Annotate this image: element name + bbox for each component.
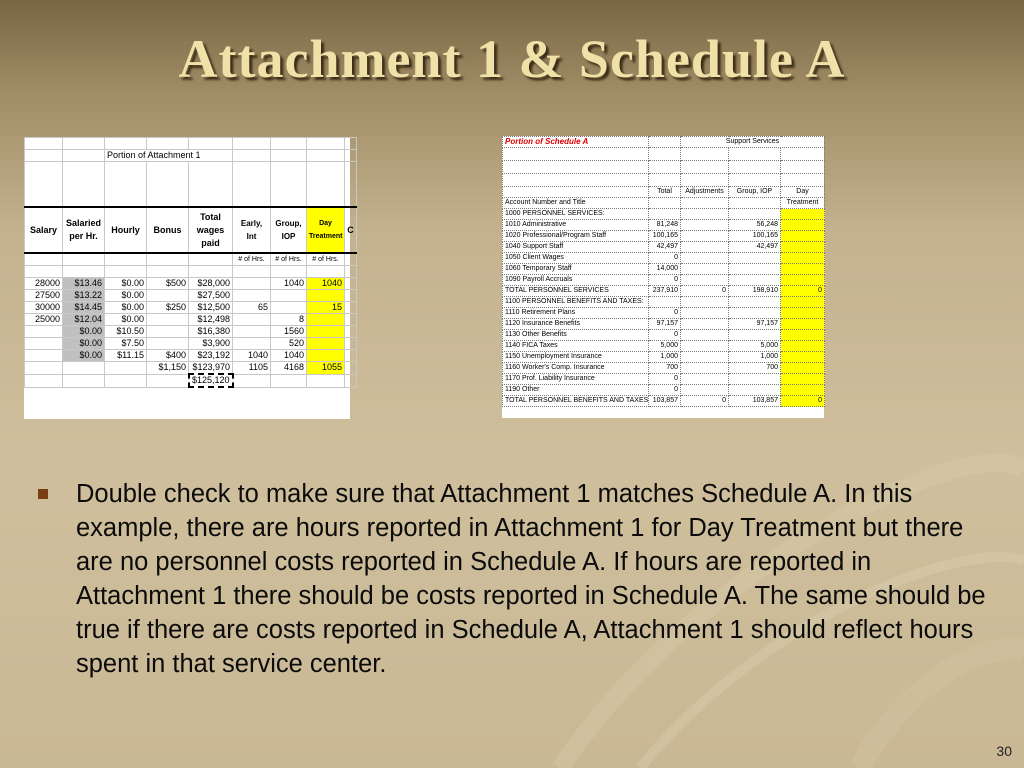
table-cell: $0.00 [63, 338, 105, 350]
table-cell: $27,500 [189, 290, 233, 302]
table-cell: 100,165 [729, 231, 781, 242]
column-header: Total wages paid [189, 207, 233, 253]
table-cell: 1100 PERSONNEL BENEFITS AND TAXES: [503, 297, 649, 308]
support-services-header: Support Services [681, 137, 825, 148]
table-cell: 1040 Support Staff [503, 242, 649, 253]
table-cell [781, 352, 825, 363]
table-cell [233, 326, 271, 338]
table-row [503, 385, 825, 396]
table-row [503, 308, 825, 319]
table-cell: $0.00 [105, 314, 147, 326]
column-header: Early, Int [233, 207, 271, 253]
column-header: Adjustments [681, 187, 729, 198]
slide-title: Attachment 1 & Schedule A [178, 29, 846, 89]
attachment1-caption: Portion of Attachment 1 [105, 150, 233, 162]
table-cell: TOTAL PERSONNEL SERVICES [503, 286, 649, 297]
table-cell: 700 [729, 363, 781, 374]
table-cell: 0 [681, 396, 729, 407]
table-cell [147, 326, 189, 338]
table-cell [271, 302, 307, 314]
column-header: Group, IOP [271, 207, 307, 253]
table-cell [781, 220, 825, 231]
table-row [25, 338, 357, 350]
table-cell: 0 [649, 308, 681, 319]
table-row [25, 350, 357, 362]
table-cell: 100,165 [649, 231, 681, 242]
table-cell: 1090 Payroll Accruals [503, 275, 649, 286]
table-row [503, 319, 825, 330]
table-cell: 1,000 [729, 352, 781, 363]
table-row [503, 209, 825, 220]
table-cell: $12,498 [189, 314, 233, 326]
table-cell [781, 319, 825, 330]
table-cell: 8 [271, 314, 307, 326]
column-header: Group, IOP [729, 187, 781, 198]
table-cell: $0.00 [105, 302, 147, 314]
table-cell [147, 314, 189, 326]
table-cell: 1160 Worker's Comp. Insurance [503, 363, 649, 374]
table-row [503, 352, 825, 363]
table-cell: $12,500 [189, 302, 233, 314]
table-cell: TOTAL PERSONNEL BENEFITS AND TAXES [503, 396, 649, 407]
table-cell [345, 302, 357, 314]
schedule-a-caption: Portion of Schedule A [503, 137, 649, 148]
table-cell: 1040 [233, 350, 271, 362]
table-cell: 5,000 [729, 341, 781, 352]
table-cell: 42,497 [649, 242, 681, 253]
bullet-marker-icon [38, 489, 48, 499]
subheader-cell: # of Hrs. [307, 253, 345, 266]
table-cell: 14,000 [649, 264, 681, 275]
table-cell: 0 [649, 330, 681, 341]
table-cell: 1110 Retirement Plans [503, 308, 649, 319]
table-cell [781, 341, 825, 352]
table-cell [681, 275, 729, 286]
table-row [503, 242, 825, 253]
table-cell [729, 264, 781, 275]
column-header: Total [649, 187, 681, 198]
table-cell [649, 209, 681, 220]
table-cell: 5,000 [649, 341, 681, 352]
table-row [503, 374, 825, 385]
table-cell: 30000 [25, 302, 63, 314]
table-cell: 520 [271, 338, 307, 350]
table-cell [729, 297, 781, 308]
attachment1-grand-total-row [25, 374, 357, 387]
table-row [503, 363, 825, 374]
table-cell: 103,857 [729, 396, 781, 407]
table-cell [233, 314, 271, 326]
table-cell [307, 290, 345, 302]
table-cell: 15 [307, 302, 345, 314]
table-cell: $3,900 [189, 338, 233, 350]
table-cell [781, 242, 825, 253]
table-cell: 1020 Professional/Program Staff [503, 231, 649, 242]
table-row [503, 396, 825, 407]
table-row [503, 253, 825, 264]
column-header: Day Treatment [307, 207, 345, 253]
table-cell [681, 319, 729, 330]
table-cell: 1060 Temporary Staff [503, 264, 649, 275]
table-cell: $23,192 [189, 350, 233, 362]
table-row [25, 314, 357, 326]
schedule-a-header-row [503, 187, 825, 198]
table-cell: 1040 [307, 278, 345, 290]
table-cell [729, 275, 781, 286]
table-cell: 1140 FICA Taxes [503, 341, 649, 352]
table-cell: 0 [781, 396, 825, 407]
table-cell: 0 [681, 286, 729, 297]
schedule-a-table [502, 136, 825, 407]
attachment1-subheader-row [25, 253, 357, 266]
table-cell [681, 220, 729, 231]
table-cell: 1040 [271, 350, 307, 362]
table-cell: 0 [781, 286, 825, 297]
table-cell: $0.00 [63, 350, 105, 362]
table-cell: $10.50 [105, 326, 147, 338]
table-cell [681, 231, 729, 242]
table-cell [147, 290, 189, 302]
table-cell [729, 330, 781, 341]
table-cell: 25000 [25, 314, 63, 326]
table-cell: 81,248 [649, 220, 681, 231]
total-cell: 1105 [233, 362, 271, 375]
bullet-point [36, 477, 996, 681]
total-cell [25, 362, 63, 375]
table-cell [681, 363, 729, 374]
table-row [503, 341, 825, 352]
table-cell [681, 297, 729, 308]
table-cell [781, 308, 825, 319]
table-cell: 0 [649, 253, 681, 264]
table-cell [25, 350, 63, 362]
table-cell: 1170 Prof. Liability Insurance [503, 374, 649, 385]
table-cell [307, 314, 345, 326]
table-cell: 1190 Other [503, 385, 649, 396]
table-cell: $28,000 [189, 278, 233, 290]
grand-total-cell: $125,120 [189, 374, 233, 387]
attachment1-table [24, 137, 357, 388]
table-cell: 42,497 [729, 242, 781, 253]
table-cell: 0 [649, 275, 681, 286]
table-cell: $13.46 [63, 278, 105, 290]
table-cell [345, 326, 357, 338]
table-cell [681, 341, 729, 352]
table-cell: $12.04 [63, 314, 105, 326]
table-row [25, 302, 357, 314]
table-cell [233, 278, 271, 290]
table-row [503, 286, 825, 297]
table-cell [729, 209, 781, 220]
table-cell [781, 231, 825, 242]
total-cell: $123,970 [189, 362, 233, 375]
table-cell: $400 [147, 350, 189, 362]
table-cell [781, 374, 825, 385]
table-cell: 1000 PERSONNEL SERVICES: [503, 209, 649, 220]
table-cell: $500 [147, 278, 189, 290]
table-cell [345, 350, 357, 362]
table-cell: 237,910 [649, 286, 681, 297]
table-cell [147, 338, 189, 350]
table-cell [681, 264, 729, 275]
table-row [503, 275, 825, 286]
table-cell: 28000 [25, 278, 63, 290]
attachment1-totals-row [25, 362, 357, 375]
table-cell: $0.00 [105, 278, 147, 290]
table-cell: 1,000 [649, 352, 681, 363]
column-header: Day [781, 187, 825, 198]
table-cell [681, 374, 729, 385]
table-cell: 97,157 [729, 319, 781, 330]
column-header: Hourly [105, 207, 147, 253]
table-cell: 1130 Other Benefits [503, 330, 649, 341]
total-cell: 1055 [307, 362, 345, 375]
table-cell [307, 338, 345, 350]
table-cell [345, 290, 357, 302]
table-cell [681, 330, 729, 341]
table-cell: 700 [649, 363, 681, 374]
table-row [503, 231, 825, 242]
table-cell: $11.15 [105, 350, 147, 362]
table-cell: 97,157 [649, 319, 681, 330]
table-row [25, 278, 357, 290]
table-cell [729, 385, 781, 396]
table-cell: 1010 Administrative [503, 220, 649, 231]
table-cell [649, 297, 681, 308]
table-cell: $7.50 [105, 338, 147, 350]
table-cell [781, 297, 825, 308]
table-cell: 0 [649, 385, 681, 396]
table-cell [781, 253, 825, 264]
table-cell [681, 385, 729, 396]
table-cell: 1040 [271, 278, 307, 290]
table-cell: 56,248 [729, 220, 781, 231]
table-row [503, 220, 825, 231]
table-row [503, 297, 825, 308]
table-cell [781, 363, 825, 374]
table-cell [25, 338, 63, 350]
total-cell [105, 362, 147, 375]
table-cell [729, 253, 781, 264]
column-header: C [345, 207, 357, 253]
column-header: Bonus [147, 207, 189, 253]
table-cell [729, 308, 781, 319]
table-cell [681, 253, 729, 264]
total-cell: 4168 [271, 362, 307, 375]
account-header: Account Number and Title [503, 198, 649, 209]
page-number: 30 [996, 743, 1012, 759]
bullet-text: Double check to make sure that Attachment 1 matches Schedule A. In this example, there are hours reported in Attachment 1 for Day Treatment but there are no personnel costs reported in Schedule A. If hours are reported in Attachment 1 there should be costs reported in Schedule A. The same should be true if there are costs reported in Schedule A, Attachment 1 should reflect hours spent in that service center. [76, 480, 986, 678]
table-cell: $0.00 [63, 326, 105, 338]
attachment1-header-row [25, 207, 357, 253]
table-cell [271, 290, 307, 302]
attachment1-spreadsheet [24, 137, 354, 419]
table-row [25, 326, 357, 338]
table-cell: 1150 Unemployment Insurance [503, 352, 649, 363]
table-row [503, 330, 825, 341]
column-subheader: Treatment [781, 198, 825, 209]
table-row [25, 290, 357, 302]
table-cell [307, 326, 345, 338]
table-cell: 0 [649, 374, 681, 385]
table-cell [681, 308, 729, 319]
table-cell [781, 385, 825, 396]
total-cell: $1,150 [147, 362, 189, 375]
table-cell: $13.22 [63, 290, 105, 302]
table-cell [781, 264, 825, 275]
table-cell [233, 338, 271, 350]
table-cell [345, 314, 357, 326]
table-cell: 27500 [25, 290, 63, 302]
table-cell [681, 209, 729, 220]
table-cell [781, 275, 825, 286]
table-row [503, 264, 825, 275]
table-cell [233, 290, 271, 302]
table-cell [681, 242, 729, 253]
subheader-cell: # of Hrs. [233, 253, 271, 266]
column-header: Salary [25, 207, 63, 253]
table-cell: $250 [147, 302, 189, 314]
table-cell [681, 352, 729, 363]
table-cell [25, 326, 63, 338]
table-cell: $14.45 [63, 302, 105, 314]
table-cell: $0.00 [105, 290, 147, 302]
table-cell [729, 374, 781, 385]
table-cell: 1120 Insurance Benefits [503, 319, 649, 330]
column-header: Salaried per Hr. [63, 207, 105, 253]
schedule-a-spreadsheet [502, 136, 824, 418]
table-cell: 103,857 [649, 396, 681, 407]
table-cell [345, 278, 357, 290]
table-cell: $16,380 [189, 326, 233, 338]
table-cell: 1050 Client Wages [503, 253, 649, 264]
table-cell: 65 [233, 302, 271, 314]
subheader-cell: # of Hrs. [271, 253, 307, 266]
table-cell [307, 350, 345, 362]
table-cell: 1560 [271, 326, 307, 338]
table-cell [345, 338, 357, 350]
total-cell [63, 362, 105, 375]
table-cell: 198,910 [729, 286, 781, 297]
table-cell [781, 330, 825, 341]
table-cell [781, 209, 825, 220]
